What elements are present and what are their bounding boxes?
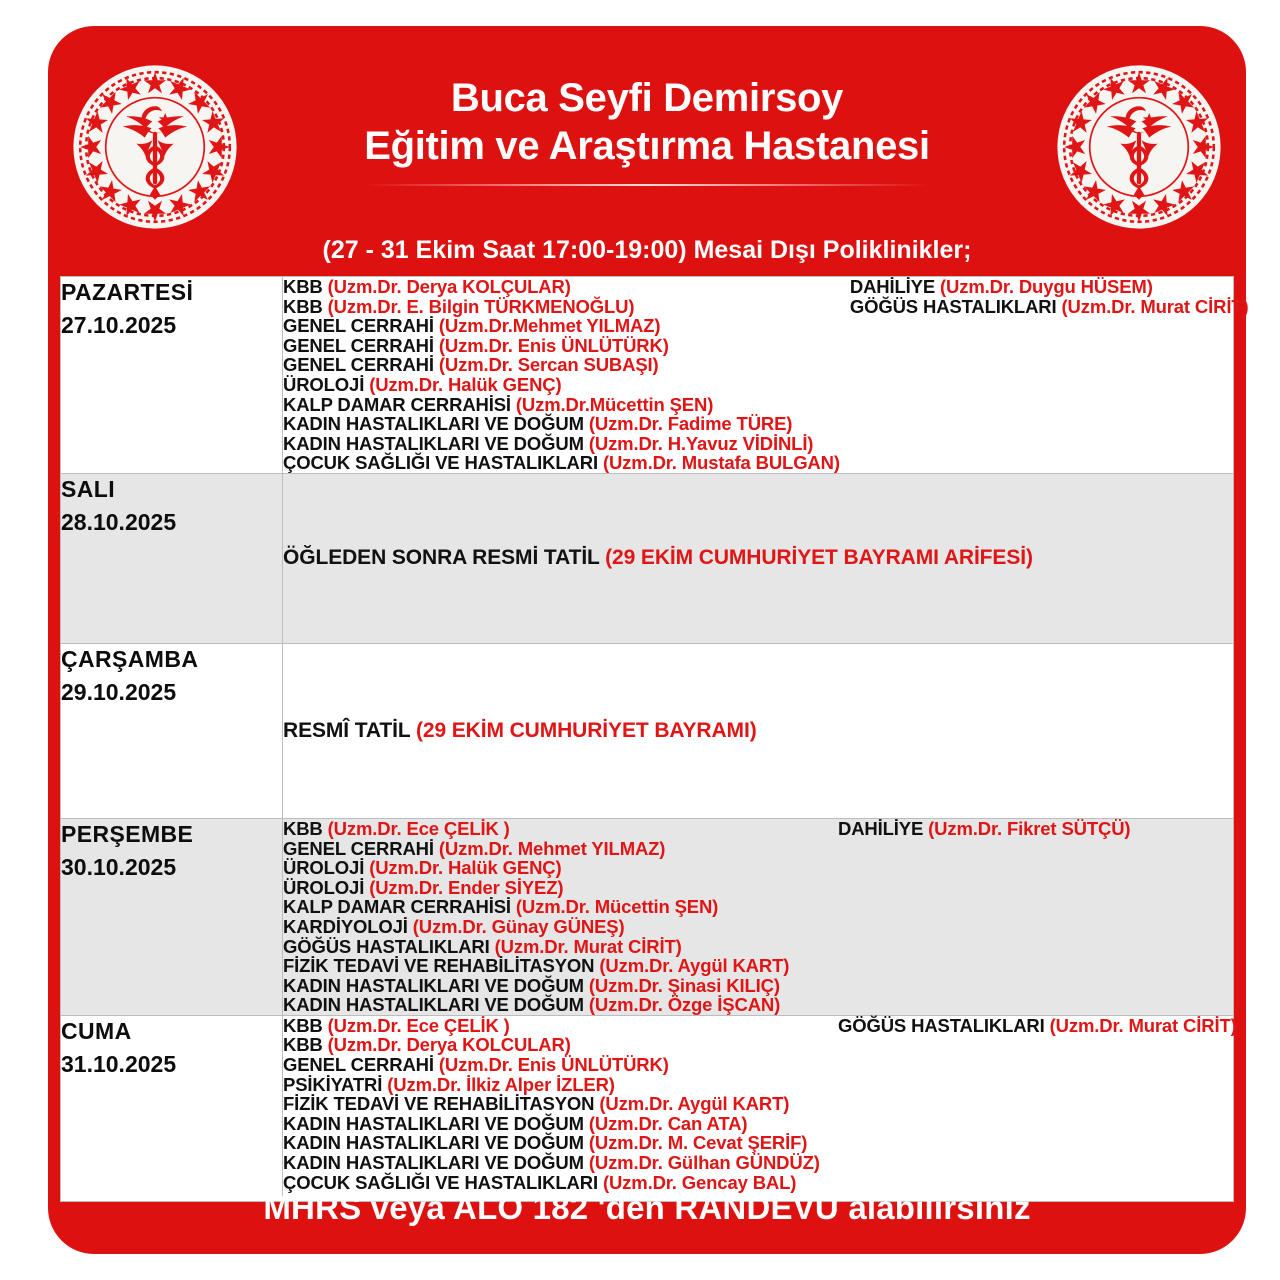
clinic-entry bbox=[850, 297, 1249, 317]
clinic-department: ÇOCUK SAĞLIĞI VE HASTALIKLARI bbox=[283, 452, 598, 474]
day-date: 31.10.2025 bbox=[61, 1050, 177, 1077]
clinic-entry bbox=[283, 937, 828, 957]
day-cell bbox=[61, 277, 283, 474]
clinic-department: ÜROLOJİ bbox=[283, 373, 365, 395]
clinic-entry bbox=[850, 277, 1249, 297]
day-cell bbox=[61, 643, 283, 818]
clinic-department: KADIN HASTALIKLARI VE DOĞUM bbox=[283, 413, 584, 435]
clinic-department: PSİKİYATRİ bbox=[283, 1073, 383, 1095]
clinic-department: GÖĞÜS HASTALIKLARI bbox=[849, 295, 1057, 317]
appointment-info-text: MHRS veya ALO 182 'den RANDEVU alabilirsiniz bbox=[263, 1189, 1031, 1226]
schedule-subtitle: (27 - 31 Ekim Saat 17:00-19:00) Mesai Dışı Poliklinikler; bbox=[322, 236, 972, 264]
clinic-entry bbox=[283, 316, 840, 336]
schedule-row bbox=[61, 277, 1234, 474]
poster-footer bbox=[48, 1162, 1246, 1254]
clinic-entry bbox=[283, 1094, 828, 1114]
clinic-entry bbox=[283, 395, 840, 415]
clinic-entry bbox=[283, 819, 828, 839]
clinic-department: FİZİK TEDAVİ VE REHABİLİTASYON bbox=[283, 955, 595, 977]
clinic-doctor: (Uzm.Dr.Mehmet YILMAZ) bbox=[438, 315, 661, 337]
day-content-cell bbox=[283, 818, 1234, 1015]
day-date: 30.10.2025 bbox=[61, 853, 177, 880]
day-name: CUMA bbox=[61, 1017, 132, 1044]
clinic-entry bbox=[283, 336, 840, 356]
day-name: PAZARTESİ bbox=[61, 279, 194, 305]
clinic-doctor: (Uzm.Dr. Aygül KART) bbox=[599, 1093, 790, 1115]
clinic-doctor: (Uzm.Dr. H.Yavuz VİDİNLİ) bbox=[588, 432, 814, 454]
clinic-entry bbox=[283, 434, 840, 454]
schedule-row bbox=[61, 473, 1234, 643]
schedule-table-container bbox=[60, 276, 1249, 1193]
day-content-cell bbox=[283, 643, 1234, 818]
clinic-entry bbox=[283, 453, 840, 473]
clinic-doctor: (Uzm.Dr.Mücettin ŞEN) bbox=[515, 393, 714, 415]
clinic-department: KADIN HASTALIKLARI VE DOĞUM bbox=[283, 994, 584, 1016]
ministry-of-health-emblem bbox=[70, 62, 240, 232]
clinic-department: FİZİK TEDAVİ VE REHABİLİTASYON bbox=[283, 1093, 595, 1115]
clinic-department: ÜROLOJİ bbox=[283, 876, 365, 898]
clinic-doctor: (Uzm.Dr. E. Bilgin TÜRKMENOĞLU) bbox=[327, 295, 635, 317]
clinic-department: KADIN HASTALIKLARI VE DOĞUM bbox=[283, 432, 584, 454]
clinic-entry bbox=[283, 976, 828, 996]
day-name: PERŞEMBE bbox=[61, 820, 194, 847]
poster-card bbox=[48, 26, 1249, 1254]
clinic-department: GENEL CERRAHİ bbox=[283, 1054, 434, 1076]
holiday-notice bbox=[283, 719, 757, 743]
clinic-department: KBB bbox=[283, 1034, 323, 1056]
clinic-doctor: (Uzm.Dr. Murat CİRİT) bbox=[494, 935, 682, 957]
day-content-cell bbox=[283, 473, 1234, 643]
clinic-doctor: (Uzm.Dr. Enis ÜNLÜTÜRK) bbox=[438, 334, 669, 356]
clinic-doctor: (Uzm.Dr. Ece ÇELİK ) bbox=[327, 1014, 510, 1036]
clinic-entry bbox=[283, 355, 840, 375]
title-divider bbox=[365, 184, 929, 186]
clinic-department: GÖĞÜS HASTALIKLARI bbox=[838, 1014, 1045, 1036]
clinic-doctor: (Uzm.Dr. Murat CİRİT) bbox=[1049, 1014, 1237, 1036]
clinic-department: DAHİLİYE bbox=[838, 817, 924, 839]
clinic-department: KADIN HASTALIKLARI VE DOĞUM bbox=[283, 1112, 584, 1134]
clinic-department: GENEL CERRAHİ bbox=[283, 334, 434, 356]
clinic-entry bbox=[283, 897, 828, 917]
clinic-doctor: (Uzm.Dr. Günay GÜNEŞ) bbox=[412, 915, 625, 937]
clinic-department: ÜROLOJİ bbox=[283, 857, 365, 879]
clinic-entry bbox=[283, 839, 828, 859]
day-cell bbox=[61, 473, 283, 643]
clinic-doctor: (Uzm.Dr. Can ATA) bbox=[588, 1112, 748, 1134]
clinic-entry bbox=[283, 277, 840, 297]
holiday-reason: (29 EKİM CUMHURİYET BAYRAMI) bbox=[415, 718, 757, 742]
hospital-name-line-1: Buca Seyfi Demirsoy bbox=[450, 76, 844, 120]
clinic-column-left bbox=[283, 277, 840, 473]
clinic-column-right bbox=[840, 277, 1249, 473]
clinic-doctor: (Uzm.Dr. Halük GENÇ) bbox=[369, 857, 562, 879]
clinic-doctor: (Uzm.Dr. Halük GENÇ) bbox=[369, 373, 562, 395]
clinic-department: KARDİYOLOJİ bbox=[283, 915, 408, 937]
clinic-doctor: (Uzm.Dr. İlkiz Alper İZLER) bbox=[387, 1073, 615, 1095]
clinic-entry bbox=[283, 1035, 828, 1055]
clinic-entry bbox=[283, 878, 828, 898]
clinic-department: KADIN HASTALIKLARI VE DOĞUM bbox=[283, 1152, 584, 1174]
schedule-table bbox=[60, 276, 1249, 1202]
holiday-label: RESMÎ TATİL bbox=[283, 718, 416, 742]
clinic-entry bbox=[838, 819, 1233, 839]
clinic-entry bbox=[283, 1055, 828, 1075]
day-date: 27.10.2025 bbox=[61, 312, 177, 338]
clinic-column-left bbox=[283, 819, 828, 1015]
clinic-entry bbox=[838, 1016, 1237, 1036]
clinic-department: DAHİLİYE bbox=[849, 276, 936, 297]
holiday-reason: (29 EKİM CUMHURİYET BAYRAMI ARİFESİ) bbox=[605, 546, 1033, 570]
clinic-doctor: (Uzm.Dr. Sercan SUBAŞI) bbox=[438, 354, 659, 376]
clinic-department: KADIN HASTALIKLARI VE DOĞUM bbox=[283, 1132, 584, 1154]
hospital-name-line-2: Eğitim ve Araştırma Hastanesi bbox=[364, 124, 930, 168]
clinic-department: GENEL CERRAHİ bbox=[283, 315, 434, 337]
clinic-doctor: (Uzm.Dr. Gülhan GÜNDÜZ) bbox=[588, 1152, 820, 1174]
holiday-notice bbox=[283, 546, 1033, 570]
clinic-doctor: (Uzm.Dr. Mehmet YILMAZ) bbox=[438, 837, 666, 859]
clinic-entry bbox=[283, 1075, 828, 1095]
page-title bbox=[266, 74, 1028, 186]
day-date: 28.10.2025 bbox=[61, 508, 177, 535]
clinic-department: KBB bbox=[283, 1014, 323, 1036]
clinic-doctor: (Uzm.Dr. Özge İŞCAN) bbox=[588, 994, 781, 1016]
ministry-of-health-emblem bbox=[1054, 62, 1224, 232]
clinic-entry bbox=[283, 956, 828, 976]
holiday-label: ÖĞLEDEN SONRA RESMİ TATİL bbox=[283, 546, 606, 570]
clinic-department: KBB bbox=[283, 295, 323, 317]
clinic-doctor: (Uzm.Dr. Ender SİYEZ) bbox=[369, 876, 564, 898]
day-name: SALI bbox=[61, 475, 115, 502]
clinic-department: KBB bbox=[283, 817, 323, 839]
clinic-doctor: (Uzm.Dr. Gencay BAL) bbox=[602, 1171, 797, 1193]
poster-header bbox=[48, 26, 1246, 264]
clinic-doctor: (Uzm.Dr. Mücettin ŞEN) bbox=[515, 896, 719, 918]
clinic-doctor: (Uzm.Dr. Şinasi KILIÇ) bbox=[588, 974, 780, 996]
clinic-entry bbox=[283, 995, 828, 1015]
clinic-department: KADIN HASTALIKLARI VE DOĞUM bbox=[283, 974, 584, 996]
clinic-entry bbox=[283, 1133, 828, 1153]
clinic-doctor: (Uzm.Dr. Enis ÜNLÜTÜRK) bbox=[438, 1054, 669, 1076]
clinic-department: GENEL CERRAHİ bbox=[283, 837, 434, 859]
clinic-entry bbox=[283, 917, 828, 937]
clinic-doctor: (Uzm.Dr. Mustafa BULGAN) bbox=[602, 452, 840, 474]
clinic-column-right bbox=[828, 819, 1233, 1015]
clinic-department: GÖĞÜS HASTALIKLARI bbox=[283, 935, 490, 957]
day-date: 29.10.2025 bbox=[61, 678, 177, 705]
clinic-department: GENEL CERRAHİ bbox=[283, 354, 434, 376]
clinic-entry bbox=[283, 375, 840, 395]
clinic-doctor: (Uzm.Dr. Murat CİRİT) bbox=[1061, 295, 1249, 317]
day-name: ÇARŞAMBA bbox=[61, 645, 199, 672]
day-content-cell bbox=[283, 276, 1249, 474]
day-cell bbox=[61, 818, 283, 1015]
clinic-entry bbox=[283, 1016, 828, 1036]
clinic-entry bbox=[283, 414, 840, 434]
clinic-department: KBB bbox=[283, 276, 323, 297]
clinic-doctor: (Uzm.Dr. Fadime TÜRE) bbox=[588, 413, 793, 435]
clinic-department: KALP DAMAR CERRAHİSİ bbox=[283, 393, 511, 415]
clinic-doctor: (Uzm.Dr. Aygül KART) bbox=[599, 955, 790, 977]
clinic-entry bbox=[283, 1114, 828, 1134]
clinic-doctor: (Uzm.Dr. Ece ÇELİK ) bbox=[327, 817, 510, 839]
clinic-department: KALP DAMAR CERRAHİSİ bbox=[283, 896, 511, 918]
clinic-doctor: (Uzm.Dr. Fikret SÜTÇÜ) bbox=[928, 817, 1131, 839]
schedule-row bbox=[61, 643, 1234, 818]
clinic-entry bbox=[283, 297, 840, 317]
clinic-doctor: (Uzm.Dr. Duygu HÜSEM) bbox=[940, 276, 1153, 297]
clinic-department: ÇOCUK SAĞLIĞI VE HASTALIKLARI bbox=[283, 1171, 598, 1193]
clinic-doctor: (Uzm.Dr. Derya KOLÇULAR) bbox=[327, 276, 571, 297]
clinic-entry bbox=[283, 858, 828, 878]
clinic-doctor: (Uzm.Dr. M. Cevat ŞERİF) bbox=[588, 1132, 808, 1154]
clinic-doctor: (Uzm.Dr. Derya KOLCULAR) bbox=[327, 1034, 571, 1056]
schedule-row bbox=[61, 818, 1234, 1015]
